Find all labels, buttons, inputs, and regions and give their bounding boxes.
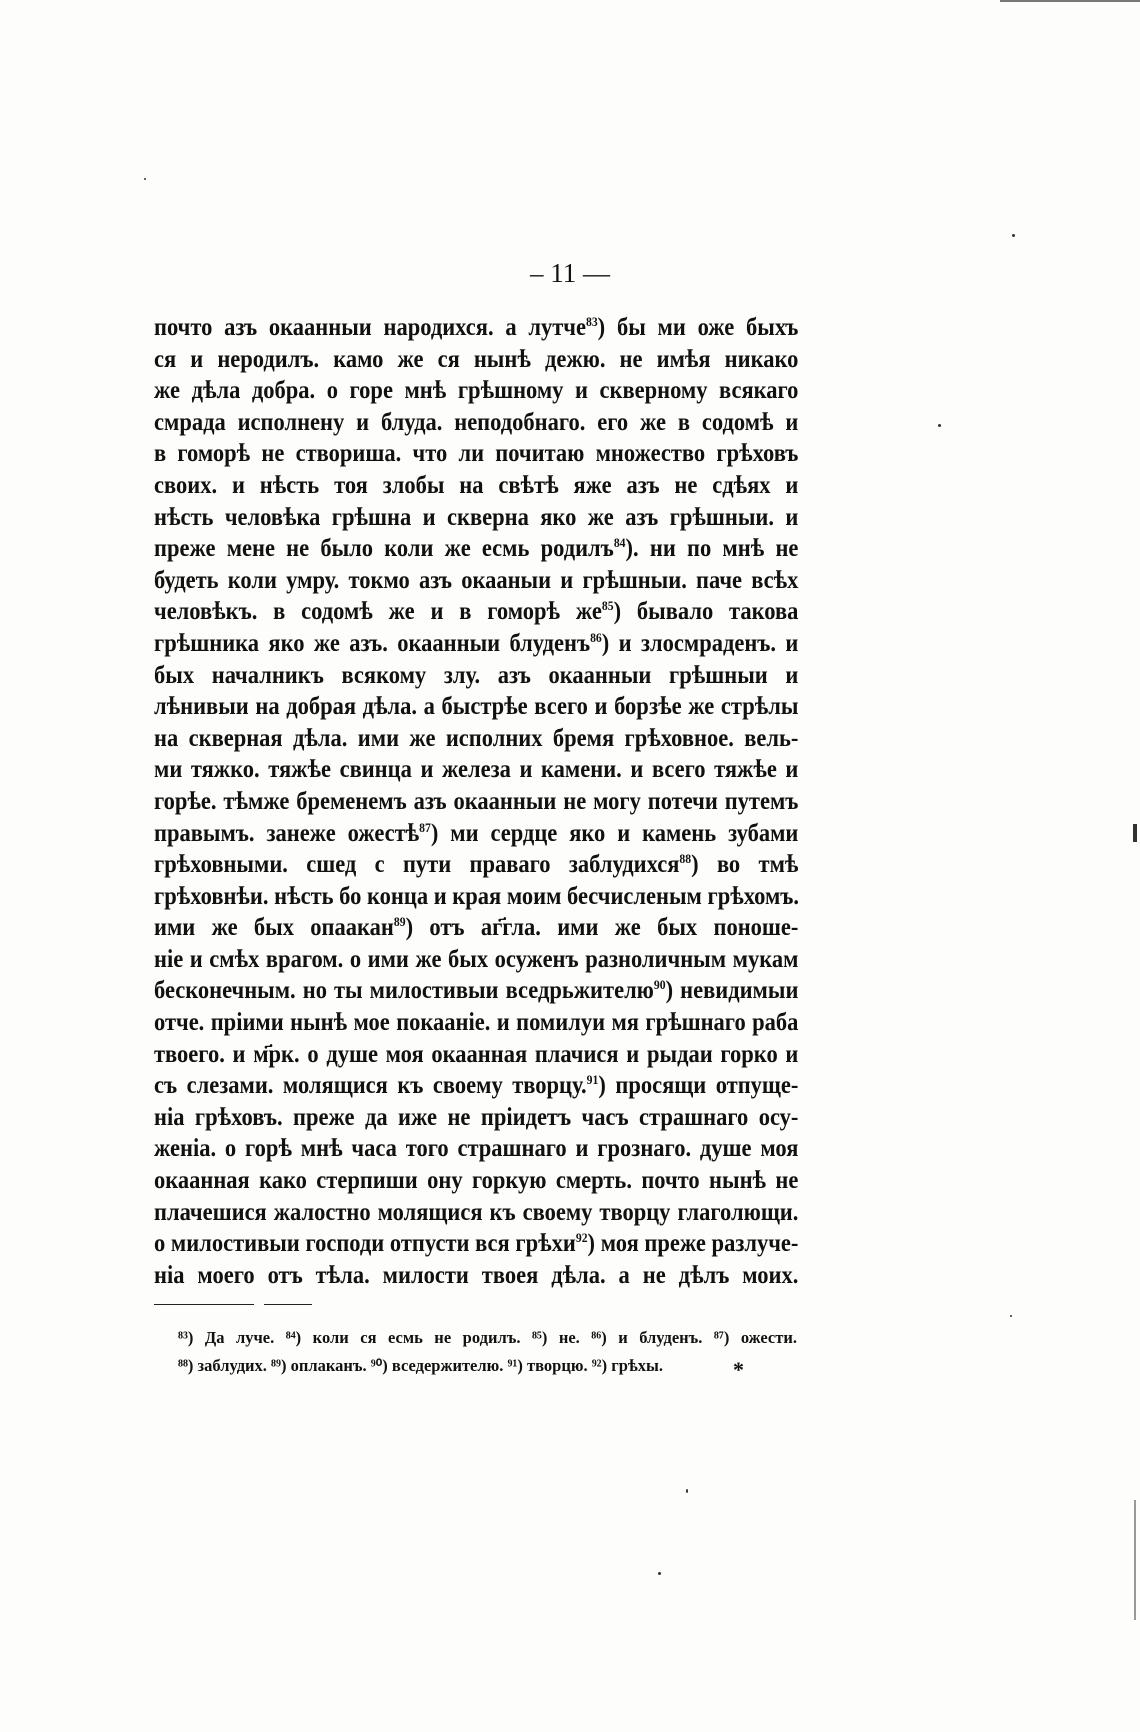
- text-line: [154, 1039, 798, 1071]
- text-line: [154, 1228, 798, 1260]
- text-line: [154, 849, 798, 881]
- footnote-line-2: ⁸⁸) заблудих. ⁸⁹) оплаканъ. ⁹⁰) вседержителю. ⁹¹) творцю. ⁹²) грѣхы.: [178, 1356, 664, 1375]
- text-line-main: съ слезами. молящися къ своему творцу.: [154, 1072, 587, 1100]
- text-line-main: твоего. и м҃рк. о душе моя окаанная плачися и рыдаи горко и: [154, 1040, 799, 1068]
- text-line-main: преже мене не было коли же есмь родилъ: [154, 535, 614, 563]
- text-line: [154, 1133, 798, 1165]
- footnotes: [178, 1324, 818, 1380]
- text-line: [154, 881, 798, 913]
- scan-edge-mark: [1134, 1500, 1136, 1620]
- scan-speck: [686, 1489, 688, 1493]
- text-line-tail: ) и злосмраденъ. и: [601, 629, 799, 657]
- text-line-main: своих. и нѣсть тоя злобы на свѣтѣ яже азъ не сдѣях и: [154, 471, 799, 499]
- footnote-ref: 85: [601, 598, 614, 614]
- text-line-main: горѣе. тѣмже бременемъ азъ окаанныи не могу потечи путемъ: [154, 787, 799, 815]
- text-line: [154, 1070, 798, 1102]
- text-line-main: ми тяжко. тяжѣе свинца и железа и камени. и всего тяжѣе и: [154, 756, 799, 784]
- text-line-main: нѣсть человѣка грѣшна и скверна яко же азъ грѣшныи. и: [154, 503, 799, 531]
- text-line: [154, 944, 798, 976]
- text-line-main: будеть коли умру. токмо азъ окааныи и грѣшныи. паче всѣх: [154, 566, 799, 594]
- text-line: [154, 1197, 798, 1229]
- text-line-main: в гоморѣ не створиша. что ли почитаю множество грѣховъ: [154, 440, 799, 468]
- text-line-main: ся и неродилъ. камо же ся нынѣ дежю. не имѣя никако: [154, 345, 799, 373]
- text-line: [154, 502, 798, 534]
- text-line-main: почто азъ окаанныи народихся. а лутче: [154, 314, 586, 341]
- footnote-ref: 87: [419, 819, 431, 835]
- scan-speck: [1010, 1315, 1012, 1317]
- footnote-ref: 83: [585, 314, 598, 329]
- scan-speck: [144, 178, 146, 180]
- text-line-tail: ) отъ аг҃гла. ими же бых поноше-: [405, 914, 799, 942]
- text-line-tail: ) просящи отпуще-: [598, 1072, 799, 1100]
- text-line: [154, 312, 798, 344]
- text-line-tail: ). ни по мнѣ не: [625, 535, 799, 563]
- text-line-tail: ) моя преже разлуче-: [587, 1230, 799, 1258]
- footnote-ref: 92: [575, 1230, 588, 1246]
- text-line-main: плачешися жалостно молящися къ своему творцу глаголющи.: [154, 1198, 799, 1226]
- footnote-line-1: ⁸³) Да луче. ⁸⁴) коли ся есмь не родилъ. ⁸⁵) не. ⁸⁶) и блуденъ. ⁸⁷) ожести.: [178, 1328, 797, 1347]
- text-line-main: женіа. о горѣ мнѣ часа того страшнаго и грознаго. душе моя: [154, 1135, 799, 1163]
- text-line: [154, 470, 798, 502]
- scan-speck: [658, 1572, 661, 1575]
- footnote-ref: 84: [613, 535, 626, 551]
- text-line: [154, 344, 798, 376]
- body-text: [154, 312, 799, 1291]
- text-line: [154, 1165, 798, 1197]
- text-line: [154, 691, 798, 723]
- footnote-rule: [154, 1304, 254, 1305]
- text-line-tail: ) бы ми оже быхъ: [597, 314, 799, 341]
- text-line: [154, 975, 798, 1007]
- text-line: [154, 596, 798, 628]
- text-line-main: ніе и смѣх врагом. о ими же бых осуженъ разноличным мукам: [154, 945, 799, 973]
- text-line: [154, 375, 798, 407]
- footnote-ref: 89: [393, 914, 406, 930]
- text-line-main: ніа моего отъ тѣла. милости твоея дѣла. а не дѣлъ моих.: [154, 1261, 799, 1289]
- footnote-ref: 86: [590, 629, 602, 645]
- text-line-main: отче. пріими нынѣ мое покааніе. и помилуи мя грѣшнаго раба: [154, 1009, 799, 1037]
- text-line-main: ими же бых опаакан: [154, 914, 394, 942]
- asterisk-mark: *: [733, 1357, 744, 1382]
- text-line-main: на скверная дѣла. ими же исполних бремя грѣховное. вель-: [154, 724, 799, 752]
- footnote-rule-short: [264, 1304, 312, 1305]
- text-line-main: смрада исполнену и блуда. неподобнаго. его же в содомѣ и: [154, 408, 799, 436]
- footnote-ref: 88: [679, 851, 692, 867]
- text-line: [154, 912, 798, 944]
- text-line-tail: ) бывало такова: [613, 598, 799, 626]
- text-line: [154, 818, 798, 850]
- scan-edge-mark: [1000, 0, 1140, 2]
- text-line-main: грѣховнѣи. нѣсть бо конца и края моим бесчисленым грѣхомъ.: [154, 882, 800, 910]
- text-line: [154, 754, 798, 786]
- text-line: [154, 407, 798, 439]
- text-line: [154, 565, 798, 597]
- text-line-main: о милостивыи господи отпусти вся грѣхи: [154, 1230, 576, 1258]
- text-line-main: лѣнивыи на добрая дѣла. а быстрѣе всего и борзѣе же стрѣлы: [154, 693, 799, 721]
- text-line-main: же дѣла добра. о горе мнѣ грѣшному и скверному всякаго: [154, 377, 799, 405]
- text-line-main: бесконечным. но ты милостивыи вседрьжителю: [154, 977, 654, 1005]
- text-line-main: правымъ. занеже ожестѣ: [154, 819, 420, 847]
- footnote-ref: 91: [586, 1072, 599, 1088]
- scan-speck: [1012, 234, 1015, 237]
- text-line: [154, 1260, 798, 1292]
- page-number: – 11 —: [530, 258, 610, 288]
- text-line: [154, 533, 798, 565]
- scan-speck: [938, 424, 941, 427]
- text-line-main: грѣховными. сшед с пути праваго заблудихся: [154, 851, 680, 879]
- text-line-main: бых началникъ всякому злу. азъ окаанныи грѣшныи и: [154, 661, 799, 689]
- text-line-main: человѣкъ. в содомѣ же и в гоморѣ же: [154, 598, 602, 626]
- text-line: [154, 660, 798, 692]
- text-line: [154, 438, 798, 470]
- text-line-main: ніа грѣховъ. преже да иже не пріидетъ часъ страшнаго осу-: [154, 1103, 799, 1131]
- text-line: [154, 786, 798, 818]
- text-line: [154, 1007, 798, 1039]
- text-line-main: грѣшника яко же азъ. окаанныи блуденъ: [154, 629, 591, 657]
- text-line: [154, 1102, 798, 1134]
- footnote-ref: 90: [653, 977, 666, 993]
- text-line: [154, 723, 798, 755]
- text-line-tail: ) невидимыи: [665, 977, 799, 1005]
- text-line-main: окаанная како стерпиши ону горкую смерть. почто нынѣ не: [154, 1167, 799, 1195]
- text-line-tail: ) ми сердце яко и камень зубами: [430, 819, 799, 847]
- text-line: [154, 628, 798, 660]
- text-line-tail: ) во тмѣ: [691, 851, 799, 879]
- scan-edge-mark: [1133, 824, 1137, 842]
